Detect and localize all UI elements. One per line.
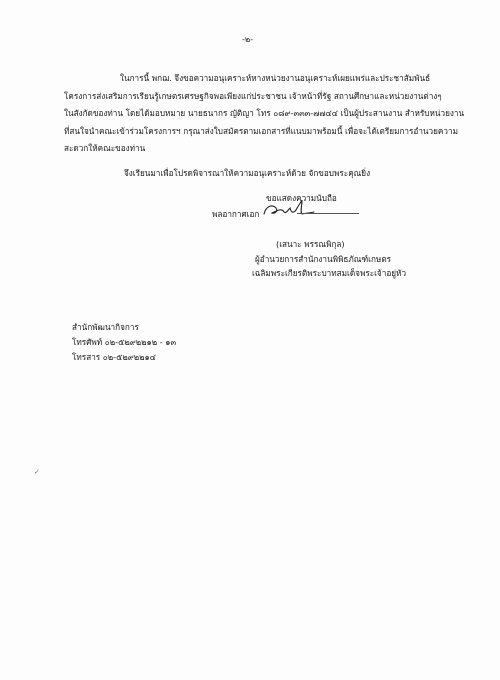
signer-position-line-2: เฉลิมพระเกียรติพระบาทสมเด็จพระเจ้าอยู่หัว [252, 268, 407, 278]
closing-phrase: ขอแสดงความนับถือ [266, 193, 337, 203]
paragraph-1-line-4: ที่สนใจนำคณะเข้าร่วมโครงการฯ กรุณาส่งใบสมัครตามเอกสารที่แนบมาพร้อมนี้ เพื่อจะได้เตรียมการอำนวยความ [64, 126, 458, 136]
paragraph-2: จึงเรียนมาเพื่อโปรดพิจารณาให้ความอนุเคราะห์ด้วย จักขอบพระคุณยิ่ง [124, 168, 371, 178]
contact-office: สำนักพัฒนากิจการ [72, 322, 139, 332]
paragraph-1-line-3: ในสังกัดของท่าน โดยได้มอบหมาย นายธนากร ญัติญา โทร ๐๘๙-๓๓๓-๗๗๔๔ เป็นผู้ประสานงาน สำหรับหน่วยงาน [64, 108, 465, 118]
handwritten-signature [258, 196, 338, 220]
paragraph-1-line-5: สะดวกให้คณะของท่าน [64, 143, 146, 153]
signer-rank: พลอากาศเอก [212, 209, 260, 219]
signature-line [297, 213, 359, 214]
contact-telephone: โทรศัพท์ ๐๒-๕๒๙๒๒๑๒ - ๑๓ [72, 337, 177, 347]
page-number: -๒- [242, 35, 254, 44]
contact-fax: โทรสาร ๐๒-๕๒๙๒๒๑๔ [72, 352, 156, 362]
paragraph-1-line-2: โครงการส่งเสริมการเรียนรู้เกษตรเศรษฐกิจพอเพียงแก่ประชาชน เจ้าหน้าที่รัฐ สถานศึกษาและหน่วยงานต่างๆ [64, 91, 442, 101]
signer-name: (เสนาะ พรรณพิกุล) [276, 239, 345, 249]
scan-mark: ✓ [34, 468, 40, 476]
signer-position-line-1: ผู้อำนวยการสำนักงานพิพิธภัณฑ์เกษตร [255, 254, 392, 264]
paragraph-1-line-1: ในการนี้ พกฌ. จึงขอความอนุเคราะห์หางหน่วยงานอนุเคราะห์เผยแพร่และประชาสัมพันธ์ [120, 73, 431, 83]
